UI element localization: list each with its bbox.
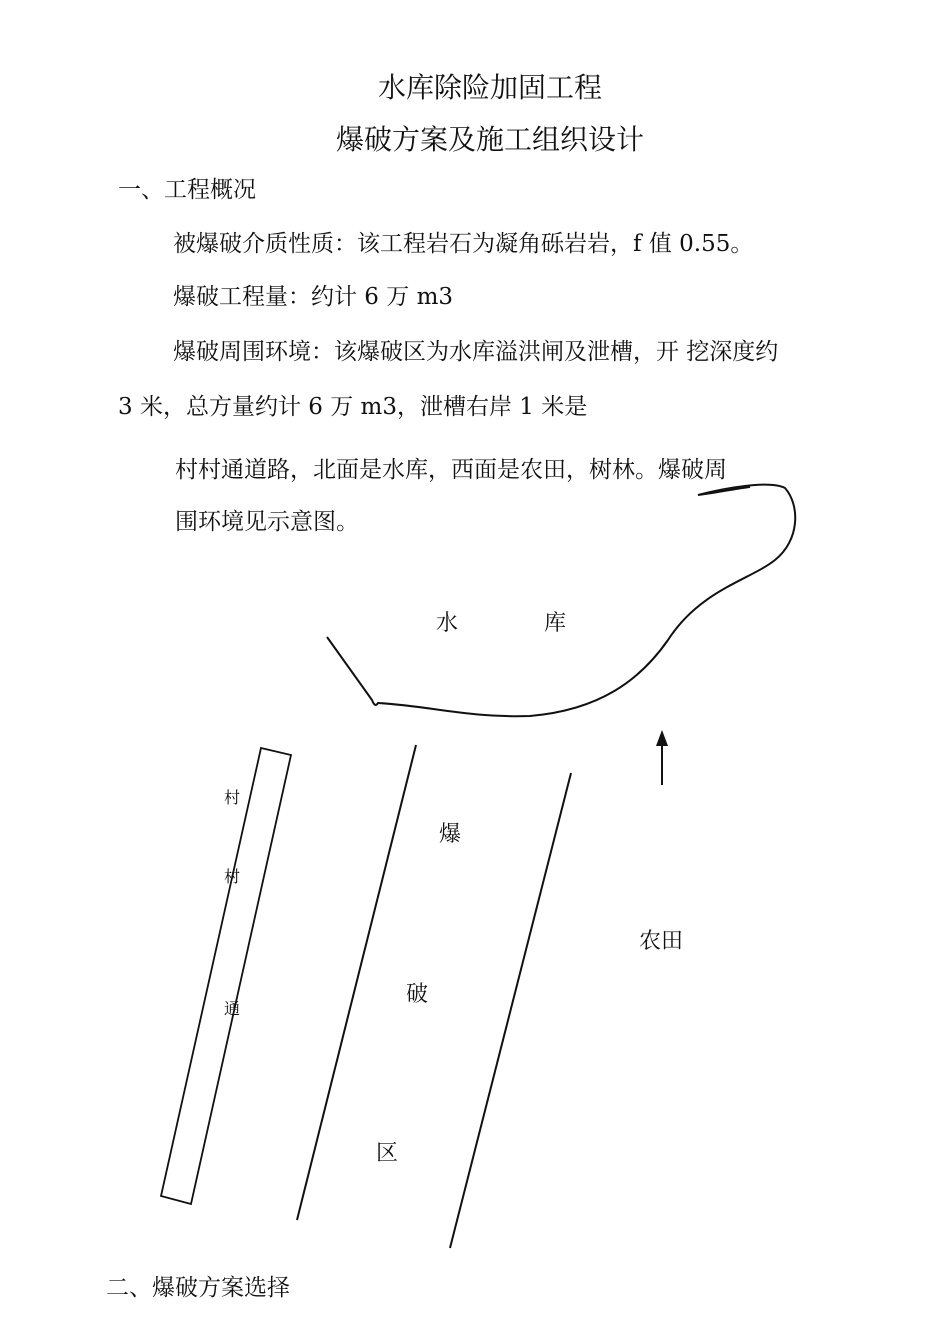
road-label-1: 村 <box>224 788 241 807</box>
paragraph-medium-properties: 被爆破介质性质：该工程岩石为凝角砾岩岩，f 值 0.55。 <box>173 231 754 257</box>
reservoir-label-1: 水 <box>436 611 459 636</box>
paragraph-blasting-volume: 爆破工程量：约计 6 万 m3 <box>173 284 454 310</box>
paragraph-road-line1: 村村通道路，北面是水库，西面是农田，树林。爆破周 <box>175 457 727 483</box>
blast-zone-left-boundary <box>297 745 416 1220</box>
page-title: 水库除险加固工程 <box>377 71 602 104</box>
road-label-3: 通 <box>224 999 241 1018</box>
paragraph-environment-line1: 爆破周围环境：该爆破区为水库溢洪闸及泄槽，开 挖深度约 <box>173 339 779 365</box>
blast-zone-label-1: 爆 <box>439 822 462 847</box>
paragraph-road-line2: 围环境见示意图。 <box>175 509 359 535</box>
reservoir-label-2: 库 <box>544 611 567 636</box>
blast-zone-label-2: 破 <box>406 982 429 1007</box>
reservoir-shoreline <box>327 485 795 717</box>
farmland-label: 农田 <box>639 929 684 954</box>
paragraph-environment-line2: 3 米，总方量约计 6 万 m3，泄槽右岸 1 米是 <box>118 394 588 420</box>
page-subtitle: 爆破方案及施工组织设计 <box>335 123 644 156</box>
north-arrow-icon <box>656 730 668 746</box>
village-road <box>161 748 291 1204</box>
road-label-2: 村 <box>224 867 241 886</box>
section-heading-1: 一、工程概况 <box>118 177 256 203</box>
blast-zone-label-3: 区 <box>376 1141 399 1166</box>
blast-zone-right-boundary <box>450 773 571 1248</box>
section-heading-2: 二、爆破方案选择 <box>106 1275 290 1301</box>
